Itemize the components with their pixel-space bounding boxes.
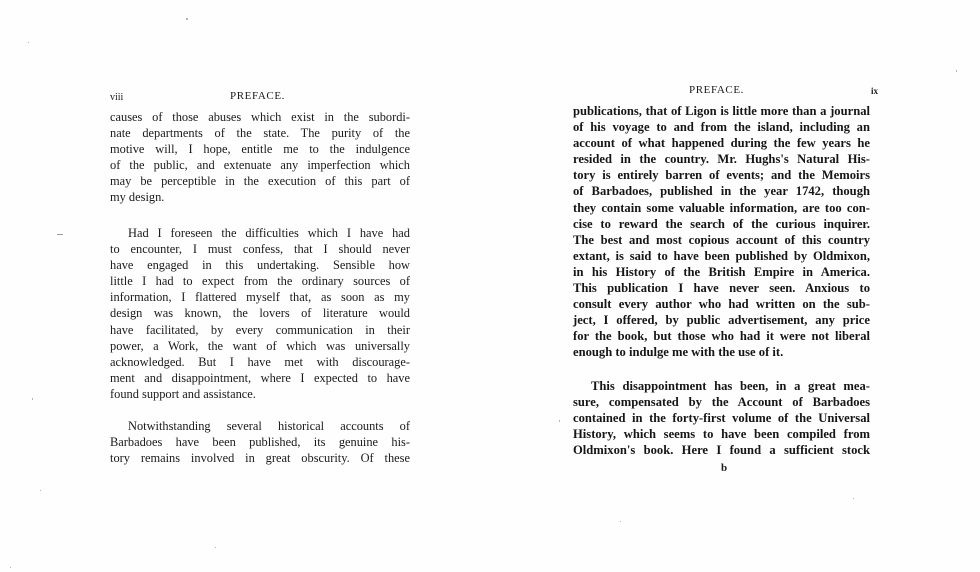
scan-speck (57, 234, 63, 235)
left-page-number: viii (110, 92, 124, 103)
left-paragraph-3 (110, 418, 410, 466)
scan-speck (956, 70, 957, 72)
left-paragraph-2 (110, 225, 410, 402)
scan-speck (559, 420, 560, 422)
text-line: design was known, the lovers of literature would (110, 306, 410, 321)
scan-speck (32, 398, 33, 400)
text-line: causes of those abuses which exist in the subordi- (110, 110, 410, 124)
text-line: nate departments of the state. The purity of the (110, 126, 410, 141)
text-line: to encounter, I must confess, that I should never (110, 242, 410, 257)
right-page-number: ix (870, 86, 878, 96)
text-line: account of what happened during the few years he (573, 136, 870, 151)
text-line: ject, I offered, by public advertisement, any price (573, 313, 870, 328)
text-line: little I had to expect from the ordinary sources of (110, 274, 410, 289)
text-line: tory remains involved in great obscurity. Of these (110, 451, 410, 466)
text-line: power, a Work, the want of which was universally (110, 338, 410, 353)
scan-speck (10, 567, 11, 568)
text-line: they contain some valuable information, are too con- (573, 200, 870, 215)
text-line: contained in the forty-first volume of the Universal (573, 411, 870, 426)
text-line: found support and assistance. (110, 386, 256, 401)
scan-speck (40, 490, 41, 491)
scan-speck (186, 18, 188, 20)
signature-mark: b (721, 462, 728, 474)
text-line: Notwithstanding several historical accounts of (128, 419, 410, 433)
text-line: Barbadoes have been published, its genuine his- (110, 435, 410, 450)
text-line: consult every author who had written on the sub- (573, 297, 870, 312)
text-line: cise to reward the search of the curious inquirer. (573, 216, 870, 231)
text-line: publications, that of Ligon is little more than a journal (573, 104, 870, 118)
text-line: This publication I have never seen. Anxious to (573, 281, 870, 296)
text-line: acknowledged. But I have met with discourage- (110, 354, 410, 369)
right-running-head (573, 84, 878, 100)
text-line: enough to indulge me with the use of it. (573, 345, 784, 360)
text-line: for the book, but those who had it were not liberal (573, 329, 870, 344)
text-line: History, which seems to have been compiled from (573, 427, 870, 442)
text-line: of his voyage to and from the island, including an (573, 120, 870, 135)
text-line: Oldmixon's book. Here I found a sufficient stock (573, 443, 870, 458)
text-line: tory is entirely barren of events; and the Memoirs (573, 168, 870, 183)
text-line: my design. (110, 190, 165, 205)
left-running-title: PREFACE. (230, 90, 286, 102)
text-line: The best and most copious account of this country (573, 232, 870, 247)
text-line: have engaged in this undertaking. Sensible how (110, 258, 410, 273)
text-line: resided in the country. Mr. Hughs's Natural His- (573, 152, 870, 167)
text-line: of the public, and extenuate any imperfection which (110, 158, 410, 173)
text-line: may be perceptible in the execution of this part of (110, 174, 410, 189)
scan-speck (620, 521, 621, 522)
right-running-title: PREFACE. (689, 84, 745, 96)
right-paragraph-1 (573, 103, 870, 361)
text-line: Had I foreseen the difficulties which I have had (128, 226, 410, 240)
scan-speck (853, 498, 854, 499)
scan-speck (28, 42, 29, 43)
scan-speck (215, 547, 216, 548)
text-line: This disappointment has been, in a great mea- (591, 379, 870, 393)
left-paragraph-1 (110, 109, 410, 206)
text-line: have facilitated, by every communication in their (110, 322, 410, 337)
text-line: information, I flattered myself that, as soon as my (110, 290, 410, 305)
left-running-head (110, 90, 410, 106)
text-line: extant, is said to have been published by Oldmixon, (573, 248, 870, 263)
text-line: in his History of the British Empire in America. (573, 264, 870, 279)
right-paragraph-2 (573, 378, 870, 458)
text-line: of Barbadoes, published in the year 1742, though (573, 184, 870, 199)
text-line: ment and disappointment, where I expected to have (110, 370, 410, 385)
text-line: motive will, I hope, entitle me to the indulgence (110, 142, 410, 157)
text-line: sure, compensated by the Account of Barbadoes (573, 395, 870, 410)
